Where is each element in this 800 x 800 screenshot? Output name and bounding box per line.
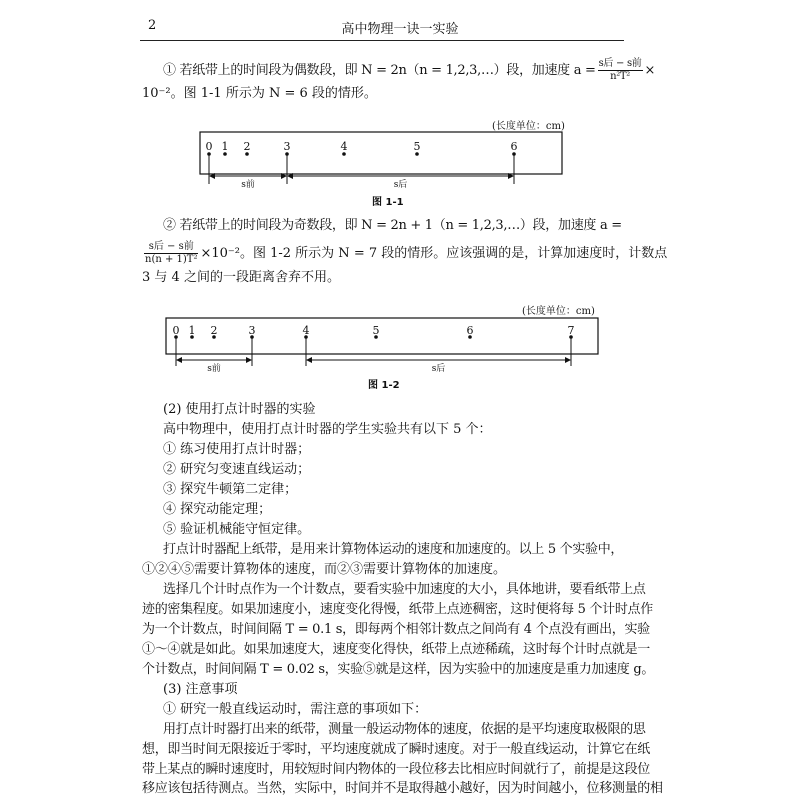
fig2-s-back-arrow-right xyxy=(565,357,571,363)
fig2-point-label: 3 xyxy=(248,324,256,337)
list-item-2: ② 研究匀变速直线运动； xyxy=(163,462,311,477)
fig1-point-label: 3 xyxy=(283,140,291,153)
fig2-tape xyxy=(166,318,598,354)
fig1-s-back-label: s后 xyxy=(393,180,408,190)
fig1-point-label: 0 xyxy=(205,140,213,153)
fig2-s-front-label: s前 xyxy=(207,364,221,374)
fig2-caption: 图 1-2 xyxy=(368,380,400,391)
body-line: 高中物理中，使用打点计时器的学生实验共有以下 5 个： xyxy=(163,422,492,437)
section-heading-2: (2) 使用打点计时器的实验 xyxy=(163,402,316,417)
body-line: 为一个计数点，时间间隔 T = 0.1 s，即每两个相邻计数点之间尚有 4 个点没有画出，实验 xyxy=(142,622,650,637)
para1-frac-num: s后 − s前 xyxy=(598,58,642,69)
list-item-4: ④ 探究动能定理； xyxy=(163,502,272,517)
body-line: 选择几个计时点作为一个计数点，要看实验中加速度的大小，具体地讲，要看纸带上点 xyxy=(163,582,646,597)
fig2-unit-label: (长度单位：cm) xyxy=(522,306,595,317)
fig2-s-back-label: s后 xyxy=(431,364,446,374)
fig1-point-label: 6 xyxy=(510,140,518,153)
para2-line3: 3 与 4 之间的一段距离舍弃不用。 xyxy=(142,270,340,285)
body-line: 用打点计时器打出来的纸带，测量一般运动物体的速度，依据的是平均速度取极限的思 xyxy=(163,722,646,737)
fig2-point-label: 6 xyxy=(466,324,474,337)
fig2-s-front-arrow-left xyxy=(176,357,182,363)
body-line: ①②④⑤需要计算物体的速度，而②③需要计算物体的加速度。 xyxy=(142,562,507,577)
body-line: ① 研究一般直线运动时，需注意的事项如下： xyxy=(163,702,428,717)
fig1-point-label: 5 xyxy=(413,140,421,153)
fig2-point-label: 1 xyxy=(188,324,196,337)
fig1-unit-label: (长度单位：cm) xyxy=(492,121,565,132)
list-item-5: ⑤ 验证机械能守恒定律。 xyxy=(163,522,311,537)
list-item-3: ③ 探究牛顿第二定律； xyxy=(163,482,298,497)
section-heading-3: (3) 注意事项 xyxy=(163,682,238,697)
list-item-1: ① 练习使用打点计时器； xyxy=(163,442,311,457)
fig2-point-label: 7 xyxy=(567,324,575,337)
fig2-point-label: 4 xyxy=(302,324,310,337)
fig2-point-label: 5 xyxy=(372,324,380,337)
para1-frac-den: n²T² xyxy=(610,71,631,82)
para1-times: × xyxy=(644,63,656,78)
para2-line2-text: ×10⁻²。图 1-2 所示为 N = 7 段的情形。应该强调的是，计算加速度时，计数点 xyxy=(200,246,668,261)
body-line: ①～④就是如此。如果加速度大，速度变化得快，纸带上点迹稀疏，这时每个计时点就是一 xyxy=(142,642,651,657)
fig1-s-front-label: s前 xyxy=(241,180,255,190)
fig2-point-label: 2 xyxy=(210,324,218,337)
body-line: 想，即当时间无限接近于零时，平均速度就成了瞬时速度。对于一般直线运动，计算它在纸 xyxy=(142,742,651,757)
body-line: 个计数点，时间间隔 T = 0.02 s，实验⑤就是这样，因为实验中的加速度是重力加速度 g。 xyxy=(142,662,655,677)
fig2-s-back-arrow-left xyxy=(306,357,312,363)
page-number: 2 xyxy=(148,18,157,33)
body-line: 带上某点的瞬时速度时，用较短时间内物体的一段位移去比相应时间就行了，前提是这段位 xyxy=(142,762,651,777)
para2-frac-num: s后 − s前 xyxy=(144,241,198,254)
fig2-point-label: 0 xyxy=(172,324,180,337)
body-line: 打点计时器配上纸带，是用来计算物体运动的速度和加速度的。以上 5 个实验中， xyxy=(163,542,624,557)
body-line: 迹的密集程度。如果加速度小，速度变化得慢，纸带上点迹稠密，这时便将每 5 个计时点作 xyxy=(142,602,653,617)
fig1-caption: 图 1-1 xyxy=(372,197,404,208)
para1-line2: 10⁻²。图 1-1 所示为 N = 6 段的情形。 xyxy=(142,86,377,101)
fig1-point-label: 4 xyxy=(340,140,348,153)
para2-frac-den: n(n + 1)T² xyxy=(145,254,198,265)
fig1-point-label: 2 xyxy=(243,140,251,153)
fig1-point-label: 1 xyxy=(221,140,229,153)
running-title: 高中物理一诀一实验 xyxy=(341,22,459,37)
para2-line1: ② 若纸带上的时间段为奇数段，即 N = 2n + 1（n = 1,2,3,…）段，加速度 a = xyxy=(163,218,622,233)
para1-text: ① 若纸带上的时间段为偶数段，即 N = 2n（n = 1,2,3,…）段，加速度 a = xyxy=(163,63,596,78)
body-line: 移应该包括待测点。当然，实际中，时间并不是取得越小越好，因为时间越小，位移测量的相 xyxy=(142,781,663,796)
fig2-s-front-arrow-right xyxy=(246,357,252,363)
